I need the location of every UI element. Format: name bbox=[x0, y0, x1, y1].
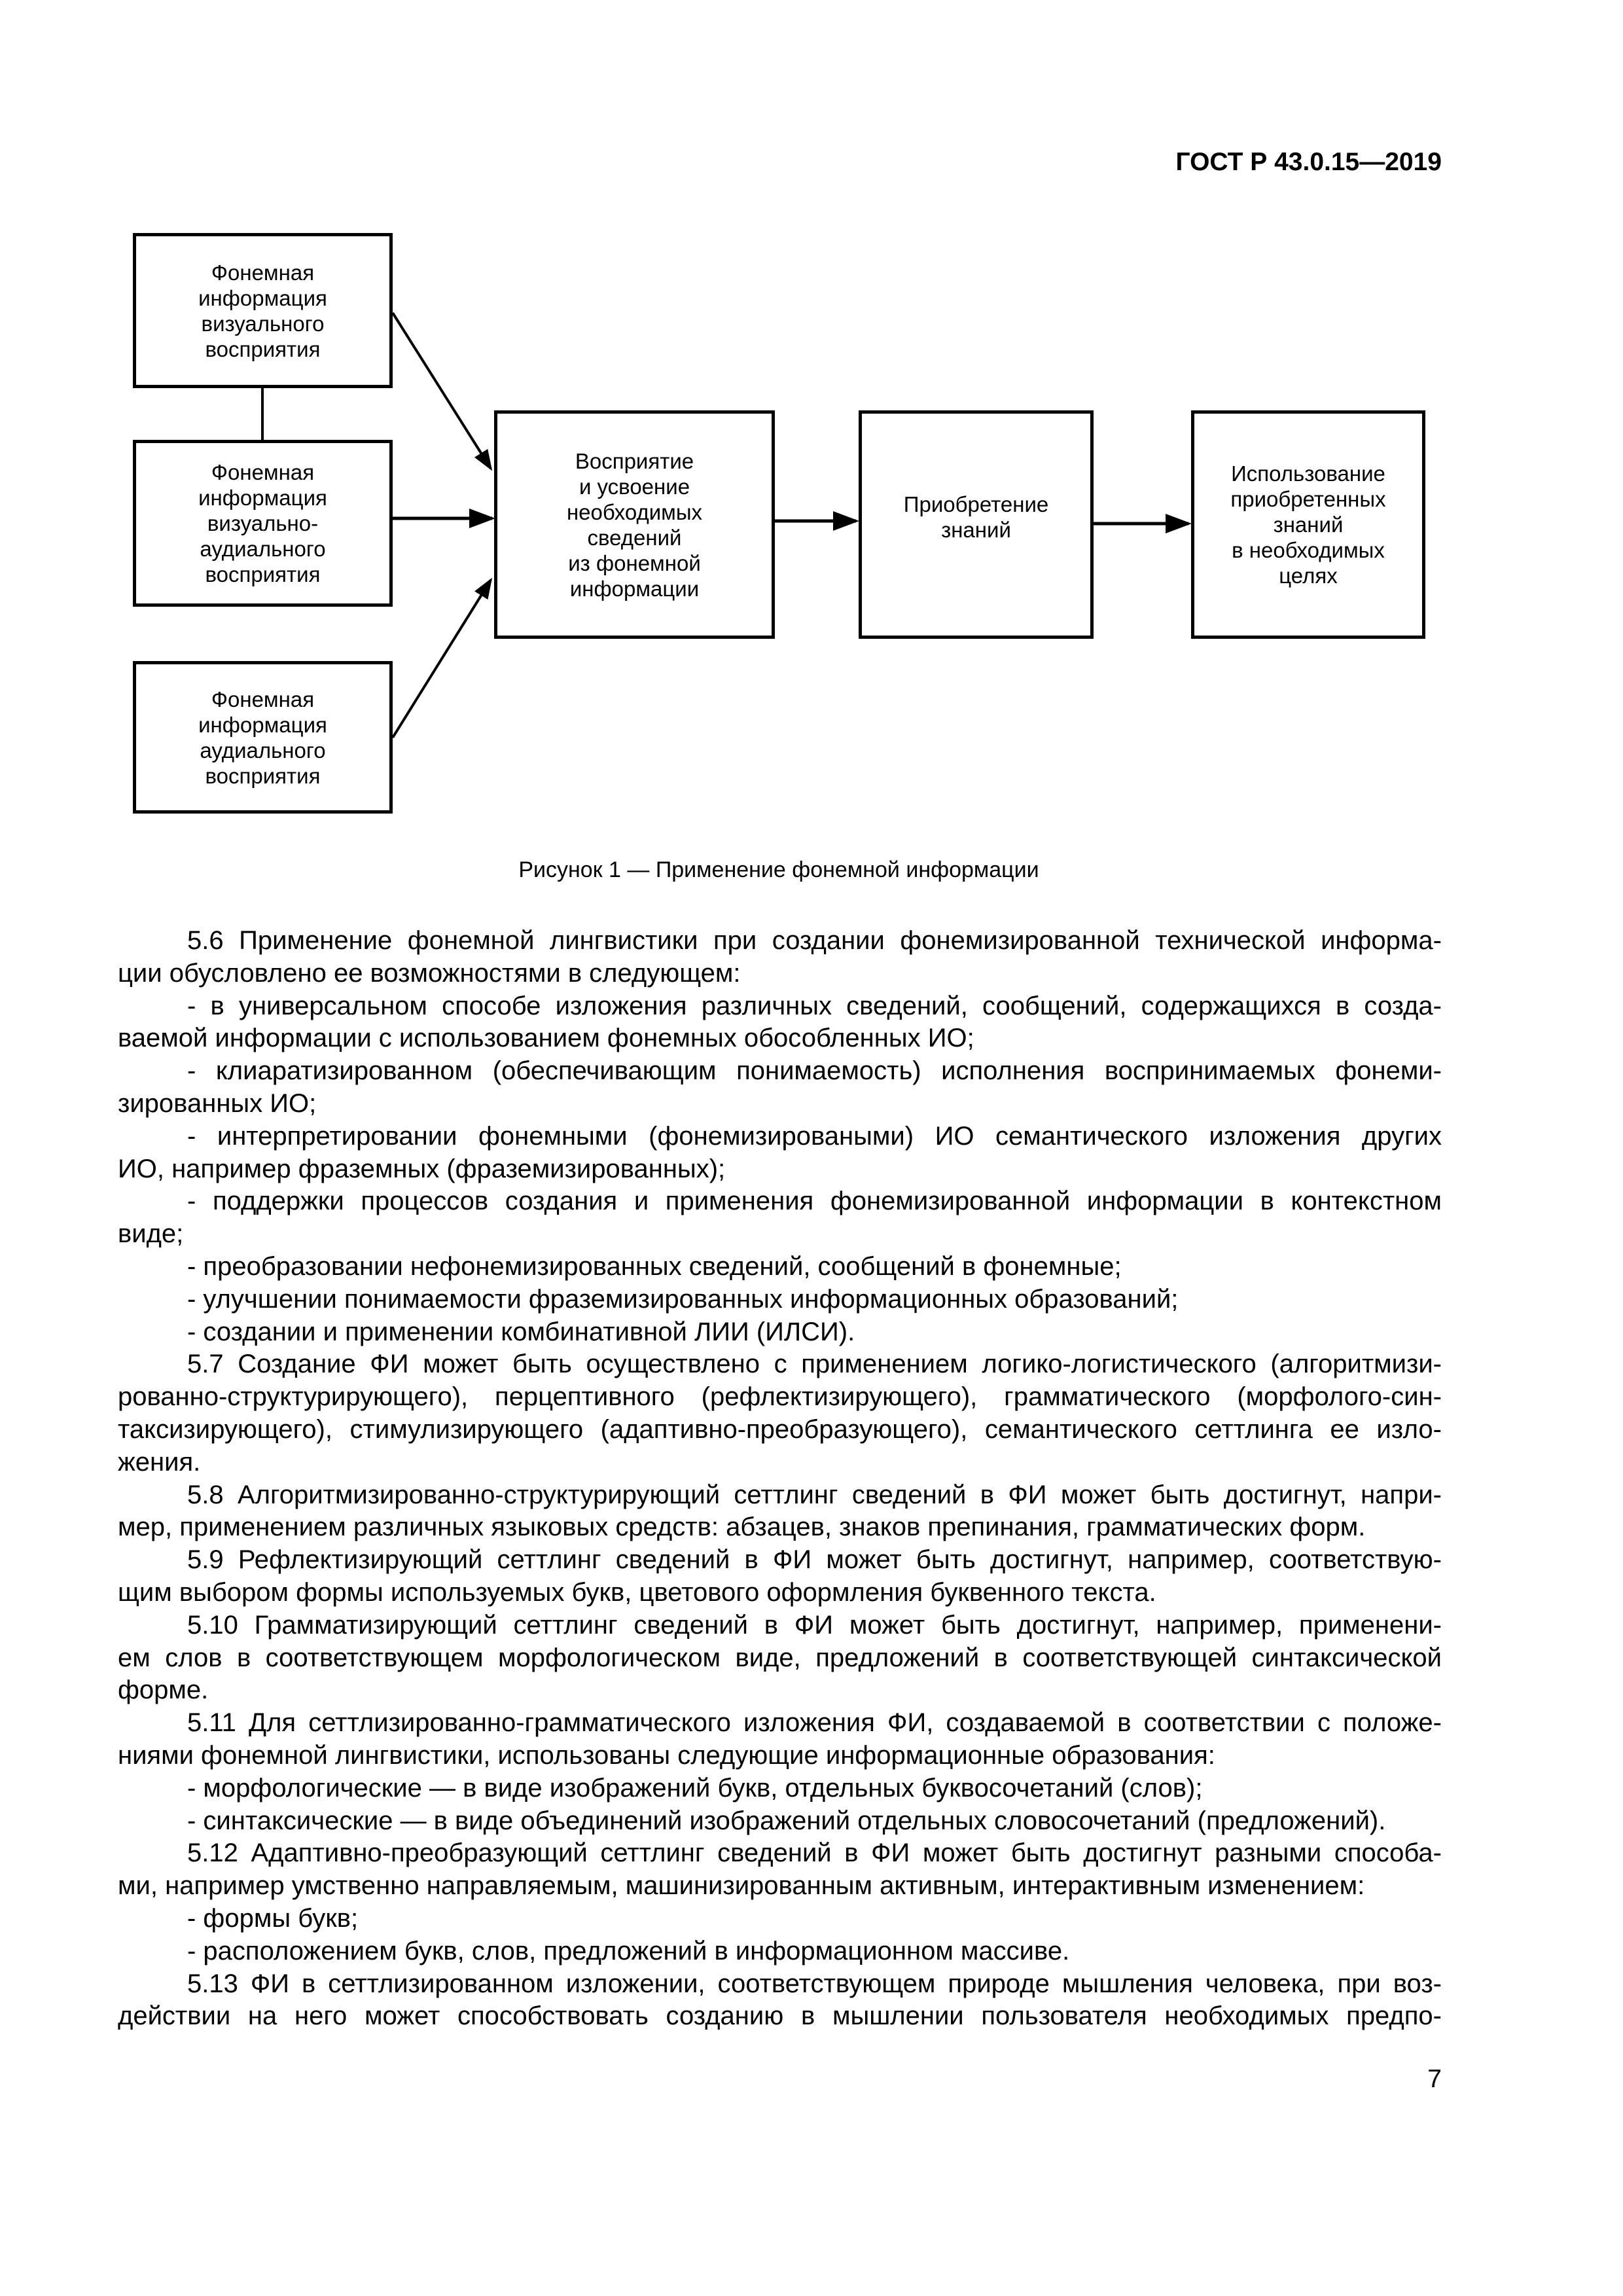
text-line: ниями фонемной лингвистики, использованы следующие информационные образования: bbox=[118, 1740, 1215, 1770]
text-line: 5.11 Для сеттлизированно-грамматического изложения ФИ, создаваемой в соответствии с положе- bbox=[187, 1708, 1442, 1738]
box-knowledge-acquisition bbox=[859, 410, 1094, 639]
text-line: ми, например умственно направляемым, машинизированным активным, интерактивным изменением: bbox=[118, 1871, 1365, 1901]
text-line: - морфологические — в виде изображений букв, отдельных буквосочетаний (слов); bbox=[187, 1773, 1203, 1803]
box-text: знаний bbox=[1273, 512, 1344, 537]
box-text: Фонемная bbox=[211, 260, 315, 285]
box-text: Фонемная bbox=[211, 687, 315, 711]
text-line: ем слов в соответствующем морфологическом виде, предложений в соответствующей синтаксической bbox=[118, 1643, 1442, 1672]
box-audial-phonemic-info bbox=[133, 661, 393, 814]
box-text: целях bbox=[1279, 564, 1338, 588]
text-line: щим выбором формы используемых букв, цветового оформления буквенного текста. bbox=[118, 1577, 1156, 1607]
box-text: информация bbox=[198, 285, 327, 310]
text-line: действии на него может способствовать созданию в мышлении пользователя необходимых предпо- bbox=[118, 2001, 1442, 2031]
text-line: форме. bbox=[118, 1676, 209, 1705]
text-line: - синтаксические — в виде объединений изображений отдельных словосочетаний (предложений). bbox=[187, 1806, 1386, 1835]
text-line: - улучшении понимаемости фраземизированных информационных образований; bbox=[187, 1284, 1179, 1314]
box-text: в необходимых bbox=[1232, 538, 1385, 562]
figure-caption: Рисунок 1 — Применение фонемной информации bbox=[518, 857, 1039, 882]
text-line: - клиаратизированном (обеспечивающим понимаемость) исполнения воспринимаемых фонеми- bbox=[187, 1056, 1442, 1086]
box-audiovisual-phonemic-info bbox=[133, 440, 393, 607]
text-line: жения. bbox=[118, 1447, 201, 1477]
text-line: 5.7 Создание ФИ может быть осуществлено с применением логико-логистического (алгоритмизи- bbox=[187, 1350, 1442, 1379]
box-text: визуально- bbox=[207, 511, 319, 535]
text-line: 5.10 Грамматизирующий сеттлинг сведений в ФИ может быть достигнут, например, применени- bbox=[187, 1610, 1442, 1640]
text-line: - преобразовании нефонемизированных сведений, сообщений в фонемные; bbox=[187, 1251, 1122, 1281]
box-text: визуального bbox=[201, 311, 325, 336]
arrow-visual-to-perception bbox=[393, 313, 491, 469]
box-text: Восприятие bbox=[575, 448, 694, 473]
box-text: восприятия bbox=[205, 562, 321, 586]
box-text: Фонемная bbox=[211, 460, 315, 484]
box-text: Использование bbox=[1231, 461, 1385, 486]
text-line: - поддержки процессов создания и применения фонемизированной информации в контекстном bbox=[187, 1187, 1442, 1216]
text-line: - создании и применении комбинативной ЛИИ (ИЛСИ). bbox=[187, 1317, 855, 1346]
text-line: виде; bbox=[118, 1219, 184, 1249]
box-text: информации bbox=[569, 576, 700, 601]
text-line: 5.9 Рефлектизирующий сеттлинг сведений в ФИ может быть достигнут, например, соответствую- bbox=[187, 1545, 1442, 1575]
text-line: - интерпретировании фонемными (фонемизироваными) ИО семантического изложения других bbox=[187, 1121, 1442, 1151]
text-line: - в универсальном способе изложения различных сведений, сообщений, содержащихся в созда- bbox=[187, 991, 1442, 1020]
box-perception bbox=[494, 410, 775, 639]
box-text: восприятия bbox=[205, 763, 321, 788]
page-number: 7 bbox=[1427, 2065, 1442, 2093]
box-visual-phonemic-info bbox=[133, 233, 393, 388]
text-line: - формы букв; bbox=[187, 1903, 359, 1933]
box-text: сведений bbox=[587, 525, 682, 550]
text-line: ваемой информации с использованием фонемных обособленных ИО; bbox=[118, 1024, 974, 1053]
text-line: - расположением букв, слов, предложений в информационном массиве. bbox=[187, 1936, 1070, 1965]
arrow-audial-to-perception bbox=[393, 580, 491, 738]
box-text: приобретенных bbox=[1230, 487, 1386, 511]
text-line: ции обусловлено ее возможностями в следующем: bbox=[118, 958, 741, 988]
box-knowledge-usage bbox=[1191, 410, 1425, 639]
document-id-header: ГОСТ Р 43.0.15—2019 bbox=[1175, 148, 1442, 176]
box-text: аудиального bbox=[200, 537, 326, 561]
box-text: Приобретение bbox=[903, 492, 1049, 516]
box-text: необходимых bbox=[566, 499, 703, 524]
text-line: 5.6 Применение фонемной лингвистики при создании фонемизированной технической информа- bbox=[187, 926, 1442, 955]
box-text: аудиального bbox=[200, 738, 326, 762]
text-line: ИО, например фраземных (фраземизированных); bbox=[118, 1154, 726, 1183]
box-text: знаний bbox=[941, 517, 1011, 542]
box-text: из фонемной bbox=[568, 550, 701, 575]
text-line: 5.8 Алгоритмизированно-структурирующий сеттлинг сведений в ФИ может быть достигнут, напри- bbox=[187, 1480, 1442, 1509]
body-text bbox=[118, 925, 1442, 2033]
text-line: таксизирующего), стимулизирующего (адаптивно-преобразующего), семантического сеттлинга ее изло- bbox=[118, 1414, 1442, 1444]
text-line: зированных ИО; bbox=[118, 1088, 317, 1118]
box-text: и усвоение bbox=[579, 474, 690, 499]
box-text: информация bbox=[198, 486, 327, 510]
box-text: восприятия bbox=[205, 336, 321, 361]
text-line: мер, применением различных языковых средств: абзацев, знаков препинания, грамматических форм. bbox=[118, 1513, 1366, 1542]
text-line: рованно-структурирующего), перцептивного (рефлектизирующего), грамматического (морфолого-син- bbox=[118, 1382, 1442, 1412]
box-text: информация bbox=[198, 712, 327, 737]
text-line: 5.13 ФИ в сеттлизированном изложении, соответствующем природе мышления человека, при воз- bbox=[187, 1969, 1442, 1998]
text-line: 5.12 Адаптивно-преобразующий сеттлинг сведений в ФИ может быть достигнут разными способа- bbox=[187, 1839, 1442, 1868]
